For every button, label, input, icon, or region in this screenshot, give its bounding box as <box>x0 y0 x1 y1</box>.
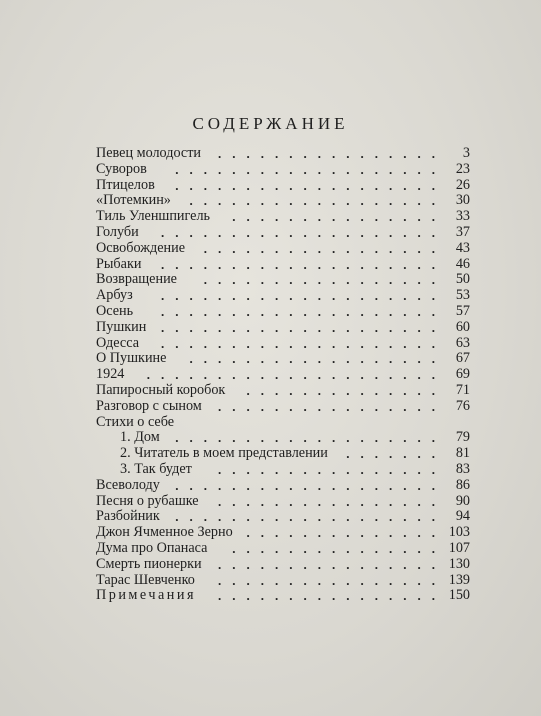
toc-entry <box>96 225 470 241</box>
dot-leader: .................... <box>161 256 446 272</box>
toc-entry-page-number: 3 <box>462 145 470 161</box>
toc-entry <box>96 478 470 494</box>
toc-entry-title: «Потемкин» <box>96 192 171 209</box>
toc-entry-page-number: 90 <box>455 492 470 509</box>
dot-leader: .................. <box>189 351 446 367</box>
toc-entry-page-number: 69 <box>455 366 470 383</box>
toc-entry-page-number: 23 <box>455 160 470 177</box>
toc-entry-page-number: 130 <box>448 555 470 572</box>
toc-entry-title: Певец молодости <box>96 145 201 161</box>
toc-entry <box>96 367 470 383</box>
toc-entry-page-number: 43 <box>455 239 470 256</box>
toc-entry-page-number: 86 <box>455 476 470 493</box>
page-title: СОДЕРЖАНИЕ <box>192 114 349 133</box>
toc-entry-title: Птицелов <box>96 176 155 193</box>
toc-entry-page-number: 103 <box>448 524 470 541</box>
toc-entry-title: Возвращение <box>96 271 177 288</box>
toc-entry-page-number: 60 <box>455 318 470 335</box>
toc-entry-title: Разговор с сыном <box>96 397 202 414</box>
toc-entry <box>96 178 470 194</box>
dot-leader: ............... <box>232 209 446 225</box>
dot-leader: ................ <box>218 588 446 604</box>
dot-leader: .................... <box>161 335 446 351</box>
dot-leader: ............... <box>232 540 446 556</box>
toc-entry-title: Джон Ячменное Зерно <box>96 524 233 541</box>
toc-entry <box>96 383 470 399</box>
toc-entry-page-number: 139 <box>448 571 470 588</box>
toc-entry-page-number: 46 <box>455 255 470 272</box>
toc-entry-page-number: 107 <box>448 539 470 556</box>
toc-entry <box>96 320 470 336</box>
toc-entry <box>96 257 470 273</box>
toc-entry <box>96 209 470 225</box>
dot-leader: .................... <box>161 303 446 319</box>
dot-leader: .................. <box>189 193 446 209</box>
dot-leader: ................... <box>175 430 446 446</box>
toc-entry <box>96 509 470 525</box>
dot-leader: ................... <box>175 177 446 193</box>
dot-leader: ................ <box>218 556 446 572</box>
toc-entry-title: Рыбаки <box>96 255 142 272</box>
toc-entry-title: 1924 <box>96 366 125 383</box>
toc-entry-page-number: 94 <box>455 508 470 525</box>
dot-leader: ................... <box>175 477 446 493</box>
toc-entry-title: Освобождение <box>96 239 185 256</box>
toc-entry-page-number: 63 <box>455 334 470 351</box>
dot-leader: .............. <box>246 525 446 541</box>
dot-leader: ................. <box>203 272 446 288</box>
toc-entry <box>96 241 470 257</box>
toc-entry-title: Примечания <box>96 587 196 604</box>
toc-entry-title: Осень <box>96 302 134 319</box>
toc-entry-title: Одесса <box>96 334 139 351</box>
toc-entry-page-number: 76 <box>455 397 470 414</box>
toc-entry <box>96 272 470 288</box>
toc-entry <box>96 304 470 320</box>
toc-entry-title: Арбуз <box>96 287 133 304</box>
dot-leader: ................ <box>218 493 446 509</box>
dot-leader: ..................... <box>146 367 446 383</box>
toc-entry-title: Суворов <box>96 160 147 177</box>
toc-entry-page-number: 81 <box>455 445 470 462</box>
toc-entry-page-number: 71 <box>455 381 470 398</box>
dot-leader: ................ <box>218 398 446 414</box>
dot-leader: .................... <box>161 224 446 240</box>
toc-entry-title: Голуби <box>96 223 139 240</box>
dot-leader: ................. <box>203 240 446 256</box>
table-of-contents <box>96 146 470 604</box>
toc-entry-title: Всеволоду <box>96 476 160 493</box>
toc-entry-page-number: 50 <box>455 271 470 288</box>
toc-entry-title: 3. Так будет <box>120 460 192 477</box>
dot-leader: ................ <box>218 572 446 588</box>
dot-leader: ................... <box>175 161 446 177</box>
toc-entry-title: Смерть пионерки <box>96 555 202 572</box>
toc-entry <box>96 288 470 304</box>
dot-leader: .................... <box>161 288 446 304</box>
toc-entry-title: Стихи о себе <box>96 413 175 430</box>
toc-entry <box>96 162 470 178</box>
toc-entry <box>96 446 470 462</box>
toc-entry-page-number: 33 <box>455 208 470 225</box>
toc-entry-title: Песня о рубашке <box>96 492 199 509</box>
toc-entry <box>96 351 470 367</box>
toc-entry <box>96 193 470 209</box>
toc-entry <box>96 525 470 541</box>
toc-entry <box>96 399 470 415</box>
dot-leader: ................ <box>218 461 446 477</box>
toc-entry-title: 1. Дом <box>120 429 160 446</box>
toc-entry-title: 2. Читатель в моем представлении <box>120 445 328 462</box>
toc-entry <box>96 588 470 604</box>
dot-leader: .............. <box>246 382 446 398</box>
toc-entry-page-number: 67 <box>455 350 470 367</box>
toc-entry <box>96 430 470 446</box>
toc-entry <box>96 146 470 162</box>
toc-entry-title: Дума про Опанаса <box>96 539 208 556</box>
toc-entry-title: Пушкин <box>96 318 147 335</box>
toc-entry <box>96 494 470 510</box>
toc-entry <box>96 336 470 352</box>
dot-leader: .................... <box>161 319 446 335</box>
toc-entry <box>96 462 470 478</box>
toc-entry-title: Папиросный коробок <box>96 381 226 398</box>
toc-entry-page-number: 37 <box>455 223 470 240</box>
toc-entry-page-number: 53 <box>455 287 470 304</box>
toc-entry-page-number: 30 <box>455 192 470 209</box>
dot-leader: ................ <box>218 146 446 161</box>
toc-entry <box>96 415 470 431</box>
toc-entry <box>96 573 470 589</box>
toc-entry-page-number: 83 <box>455 460 470 477</box>
toc-entry-title: О Пушкине <box>96 350 167 367</box>
toc-entry-title: Тиль Уленшпигель <box>96 208 211 225</box>
toc-entry-page-number: 57 <box>455 302 470 319</box>
toc-entry <box>96 557 470 573</box>
toc-entry-title: Тарас Шевченко <box>96 571 195 588</box>
dot-leader: ....... <box>346 446 446 462</box>
toc-entry-page-number: 26 <box>455 176 470 193</box>
toc-entry <box>96 541 470 557</box>
toc-entry-page-number: 150 <box>448 587 470 604</box>
dot-leader: ................... <box>175 509 446 525</box>
toc-entry-title: Разбойник <box>96 508 160 525</box>
toc-entry-page-number: 79 <box>455 429 470 446</box>
